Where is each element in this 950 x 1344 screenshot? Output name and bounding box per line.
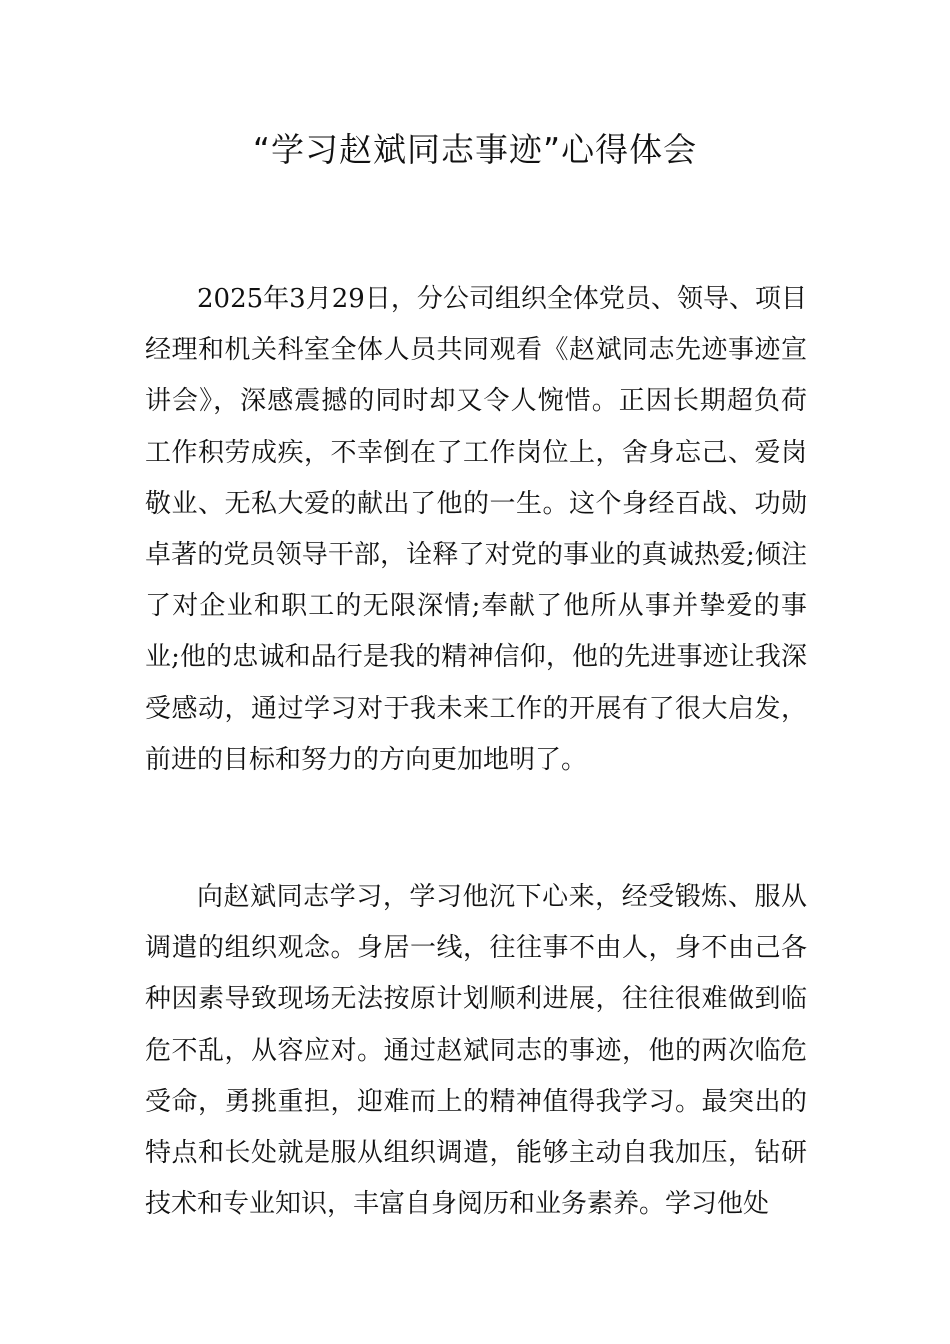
paragraph-1: 2025年3月29日，分公司组织全体党员、领导、项目经理和机关科室全体人员共同观看《赵斌同志先迹事迹宣讲会》，深感震撼的同时却又令人惋惜。正因长期超负荷工作积劳成疾，不幸倒在了工作岗位上，舍身忘己、爱岗敬业、无私大爱的献出了他的一生。这个身经百战、功勋卓著的党员领导干部，诠释了对党的事业的真诚热爱;倾注了对企业和职工的无限深情;奉献了他所从事并挚爱的事业;他的忠诚和品行是我的精神信仰，他的先进事迹让我深受感动，通过学习对于我未来工作的开展有了很大启发，前进的目标和努力的方向更加地明了。 (145, 284, 807, 775)
paragraph-2: 向赵斌同志学习，学习他沉下心来，经受锻炼、服从调遣的组织观念。身居一线，往往事不由人，身不由己各种因素导致现场无法按原计划顺利进展，往往很难做到临危不乱，从容应对。通过赵斌同志的事迹，他的两次临危受命，勇挑重担，迎难而上的精神值得我学习。最突出的特点和长处就是服从组织调遣，能够主动自我加压，钻研技术和专业知识，丰富自身阅历和业务素养。学习他处 (145, 882, 807, 1220)
document-title: “学习赵斌同志事迹”心得体会 (252, 130, 698, 169)
